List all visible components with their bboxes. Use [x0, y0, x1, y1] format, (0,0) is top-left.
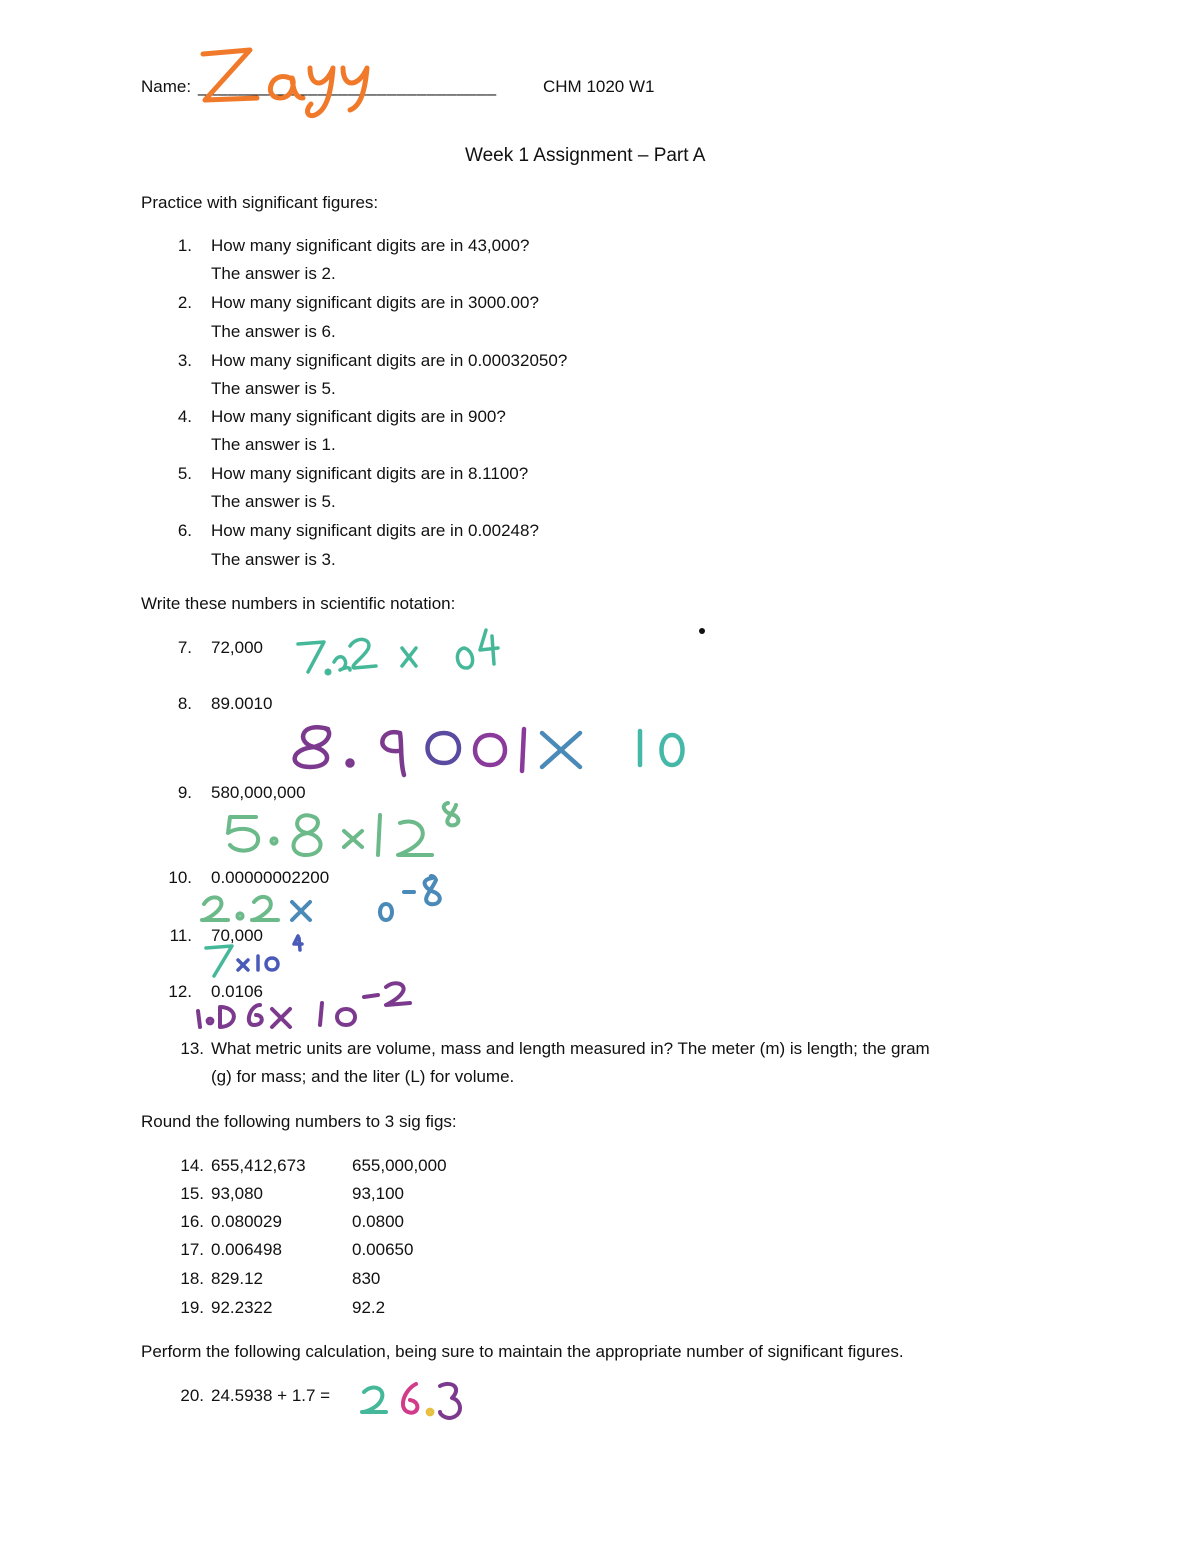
- question-number: 7.: [177, 638, 192, 657]
- question-text: How many significant digits are in 8.1100?: [211, 464, 529, 483]
- question-number: 11.: [169, 926, 192, 945]
- rounding-value: 92.2322: [211, 1298, 273, 1317]
- calc-heading: Perform the following calculation, being sure to maintain the appropriate number of significant figures.: [141, 1342, 904, 1361]
- question-number: 15.: [180, 1184, 204, 1203]
- handwritten-answer-20: [358, 1378, 468, 1426]
- question-text: How many significant digits are in 3000.00?: [211, 293, 539, 312]
- signature-handwriting: [195, 40, 380, 120]
- course-code: CHM 1020 W1: [543, 77, 655, 96]
- question-text: 580,000,000: [211, 783, 306, 802]
- question-number: 2.: [177, 293, 192, 312]
- question-number: 12.: [168, 982, 192, 1001]
- question-text: How many significant digits are in 0.00248?: [211, 521, 539, 540]
- question-text: How many significant digits are in 43,000?: [211, 236, 530, 255]
- question-number: 16.: [180, 1212, 204, 1231]
- name-underline: ______________________________: [198, 77, 497, 96]
- question-number: 5.: [177, 464, 192, 483]
- name-label: Name:: [141, 77, 192, 96]
- page-title: Week 1 Assignment – Part A: [465, 145, 706, 166]
- stray-dot: [699, 628, 705, 634]
- question-text: How many significant digits are in 0.00032050?: [211, 351, 568, 370]
- rounding-value: 0.080029: [211, 1212, 282, 1231]
- question-text: 89.0010: [211, 694, 273, 713]
- rounding-answer: 93,100: [352, 1184, 404, 1203]
- rounding-value: 0.006498: [211, 1240, 282, 1259]
- rounding-answer: 92.2: [352, 1298, 386, 1317]
- question-text: How many significant digits are in 900?: [211, 407, 506, 426]
- question-number: 14.: [180, 1156, 204, 1175]
- rounding-value: 93,080: [211, 1184, 263, 1203]
- question-text: What metric units are volume, mass and length measured in? The meter (m) is length; the gram: [211, 1039, 930, 1058]
- rounding-answer: 0.00650: [352, 1240, 414, 1259]
- question-number: 17.: [180, 1240, 204, 1259]
- question-number: 10.: [168, 868, 192, 887]
- answer-text: The answer is 3.: [211, 550, 336, 569]
- question-number: 4.: [177, 407, 192, 426]
- question-number: 3.: [177, 351, 192, 370]
- answer-text: The answer is 5.: [211, 379, 336, 398]
- question-number: 8.: [177, 694, 192, 713]
- question-text: 24.5938 + 1.7 =: [211, 1386, 331, 1405]
- question-text: 70,000: [211, 926, 263, 945]
- question-number: 20.: [180, 1386, 204, 1405]
- question-text-continued: (g) for mass; and the liter (L) for volume.: [211, 1067, 515, 1086]
- rounding-heading: Round the following numbers to 3 sig figs:: [141, 1112, 457, 1131]
- question-number: 18.: [180, 1269, 204, 1288]
- rounding-answer: 0.0800: [352, 1212, 404, 1231]
- sig-figs-heading: Practice with significant figures:: [141, 193, 379, 212]
- rounding-answer: 655,000,000: [352, 1156, 447, 1175]
- question-number: 6.: [177, 521, 192, 540]
- handwritten-answer-7: [290, 622, 510, 684]
- question-number: 9.: [177, 783, 192, 802]
- question-text: 0.0106: [211, 982, 263, 1001]
- sci-notation-heading: Write these numbers in scientific notation:: [141, 594, 456, 613]
- rounding-answer: 830: [352, 1269, 381, 1288]
- answer-text: The answer is 6.: [211, 322, 336, 341]
- answer-text: The answer is 2.: [211, 264, 336, 283]
- handwritten-answer-10: [196, 870, 456, 930]
- question-number: 13.: [180, 1039, 204, 1058]
- handwritten-answer-8: [280, 715, 700, 785]
- question-text: 72,000: [211, 638, 263, 657]
- question-text: 0.00000002200: [211, 868, 330, 887]
- question-number: 19.: [180, 1298, 204, 1317]
- handwritten-answer-9: [222, 795, 472, 865]
- answer-text: The answer is 1.: [211, 435, 336, 454]
- answer-text: The answer is 5.: [211, 492, 336, 511]
- rounding-value: 829.12: [211, 1269, 263, 1288]
- rounding-value: 655,412,673: [211, 1156, 306, 1175]
- handwritten-answer-12: [188, 975, 418, 1033]
- question-number: 1.: [177, 236, 192, 255]
